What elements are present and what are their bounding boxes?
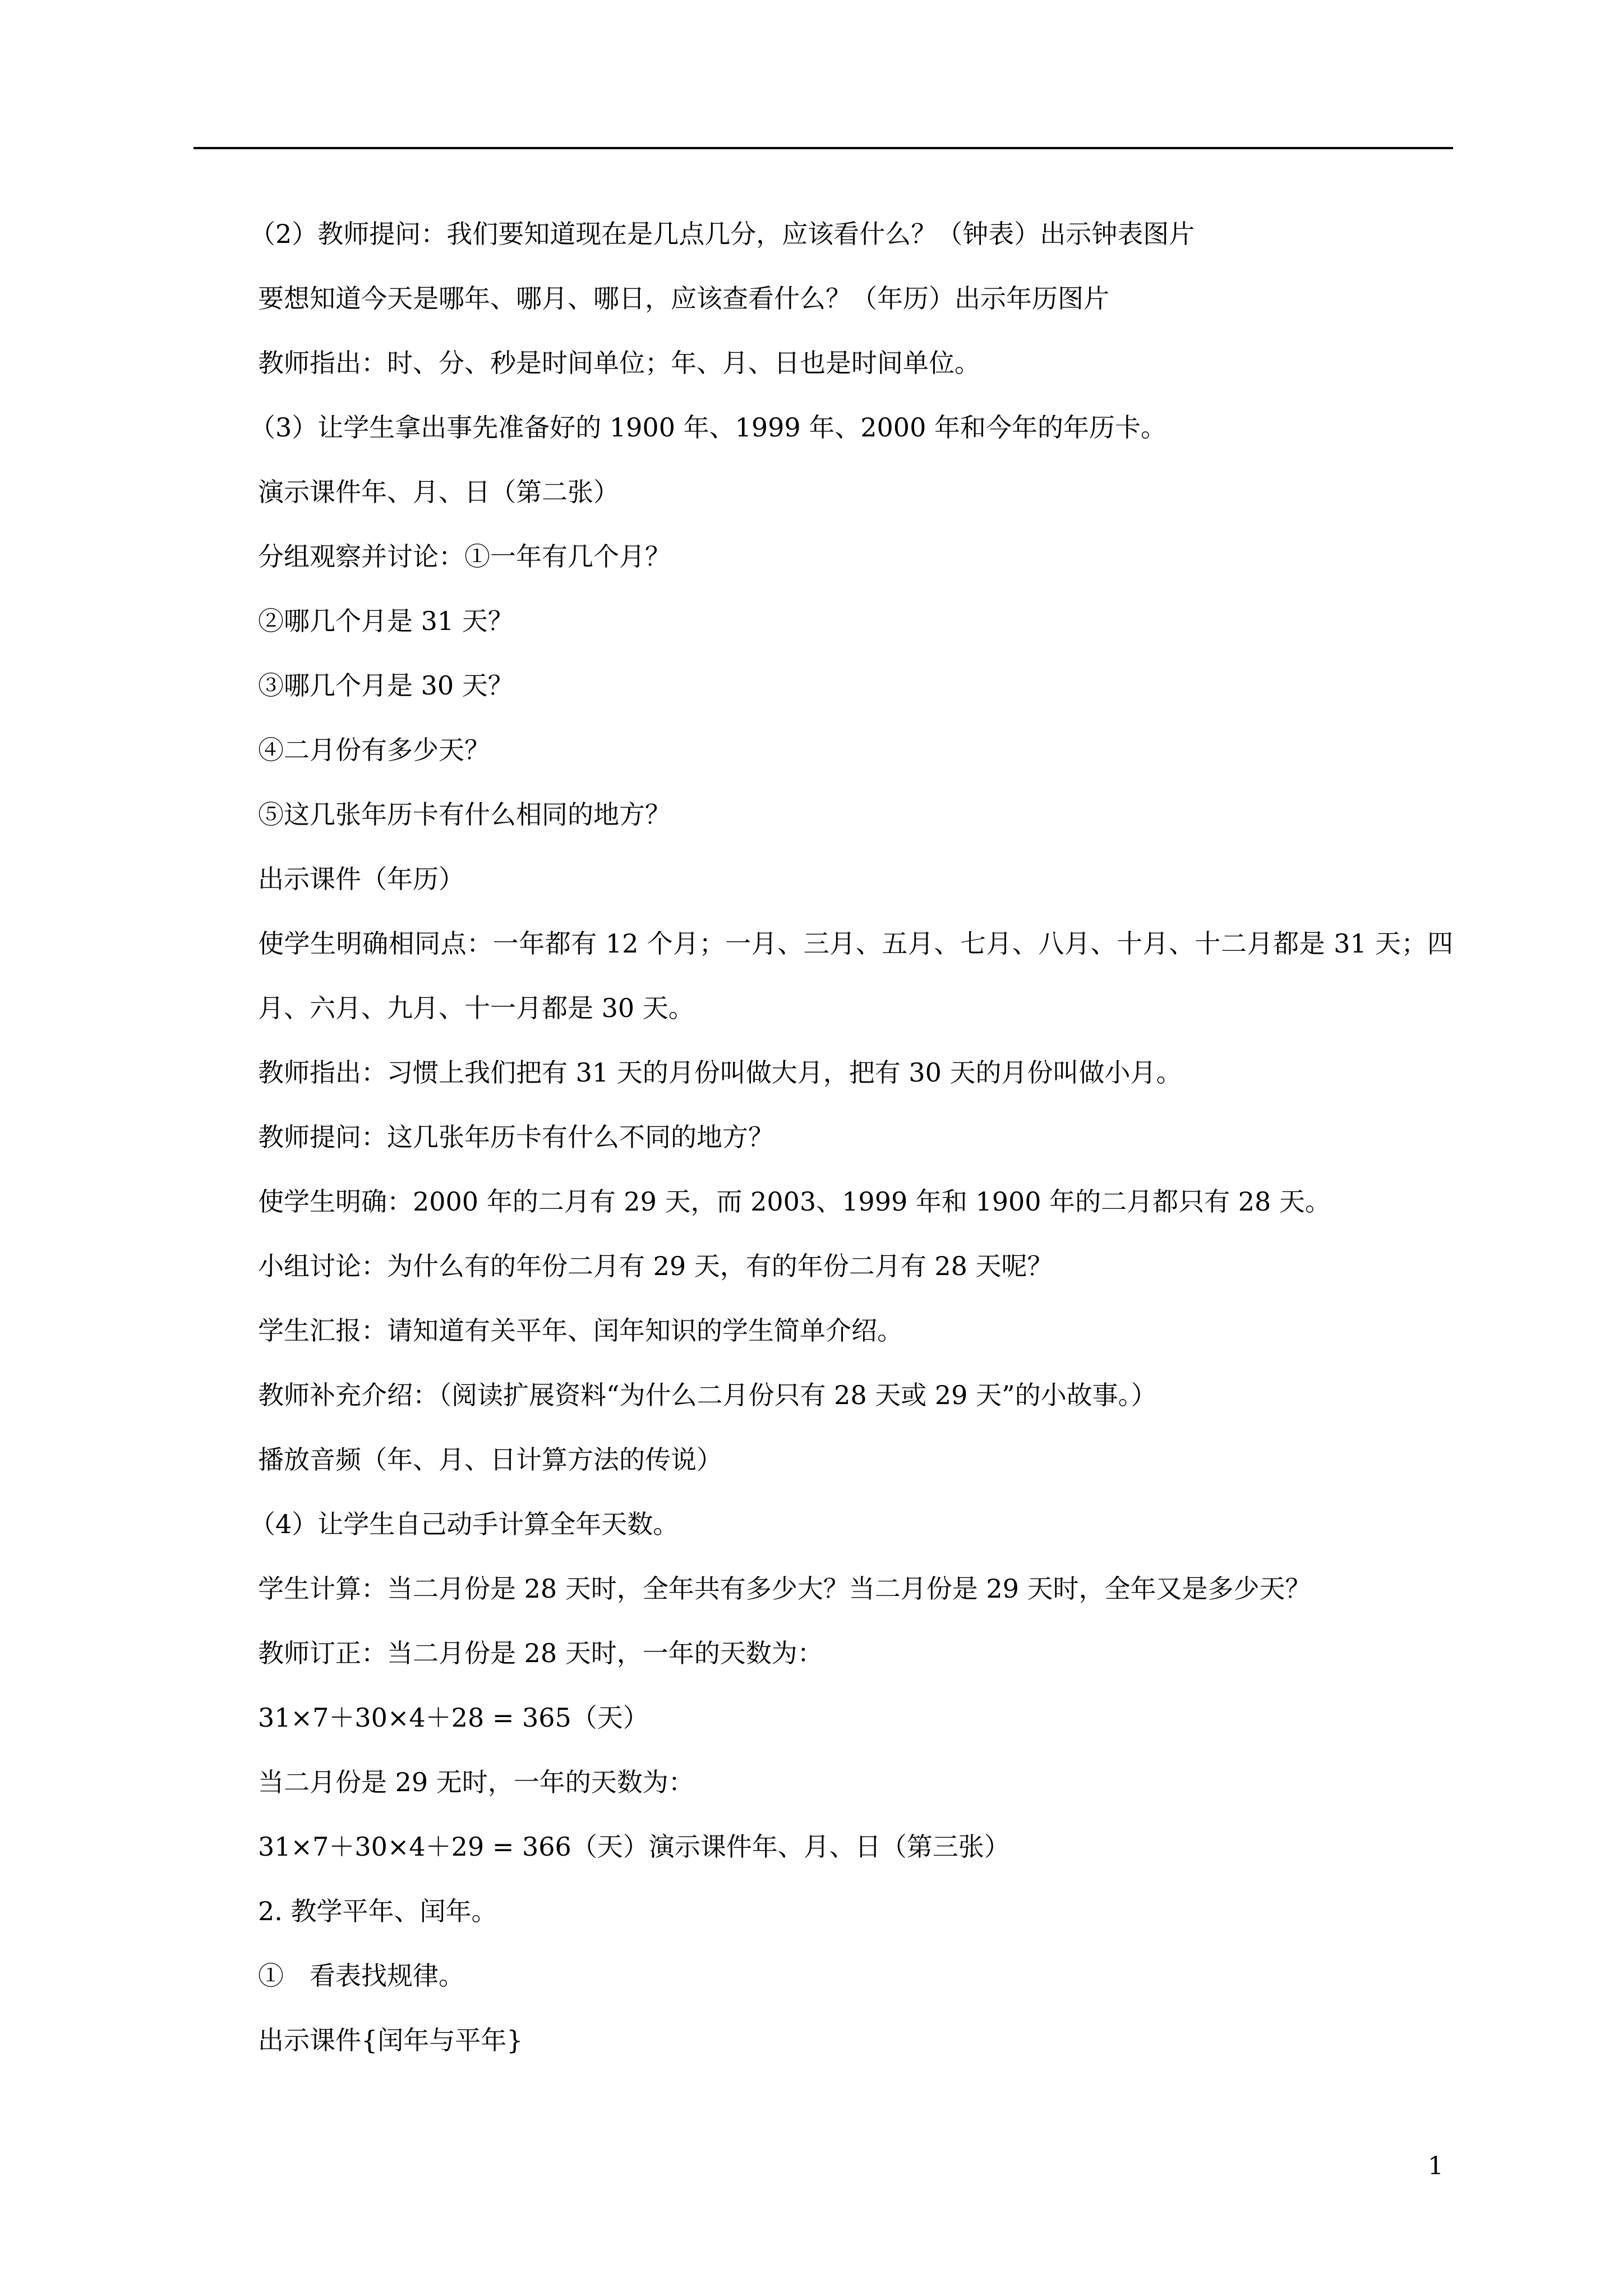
paragraph: （4）让学生自己动手计算全年天数。 bbox=[250, 1509, 679, 1539]
paragraph: 教师指出：时、分、秒是时间单位；年、月、日也是时间单位。 bbox=[258, 348, 980, 378]
paragraph: 分组观察并讨论：①一年有几个月？ bbox=[258, 541, 671, 572]
paragraph: 播放音频（年、月、日计算方法的传说） bbox=[258, 1444, 722, 1475]
paragraph: 教师补充介绍：（阅读扩展资料“为什么二月份只有 28 天或 29 天”的小故事。） bbox=[258, 1380, 1157, 1410]
paragraph: 教师指出：习惯上我们把有 31 天的月份叫做大月，把有 30 天的月份叫做小月。 bbox=[258, 1057, 1182, 1088]
paragraph: 使学生明确相同点：一年都有 12 个月；一月、三月、五月、七月、八月、十月、十二月都是 31 天；四月、六月、九月、十一月都是 30 天。 bbox=[258, 928, 1453, 1023]
paragraph: ③哪几个月是 30 天？ bbox=[258, 670, 514, 701]
formula: 31×7＋30×4＋28 = 365（天） bbox=[258, 1703, 649, 1733]
paragraph: （3）让学生拿出事先准备好的 1900 年、1999 年、2000 年和今年的年历卡。 bbox=[250, 412, 1166, 443]
page-number: 1 bbox=[1428, 2152, 1444, 2180]
paragraph: ① 看表找规律。 bbox=[258, 1961, 464, 1991]
paragraph: 出示课件{闰年与平年} bbox=[258, 2025, 523, 2055]
paragraph: 小组讨论：为什么有的年份二月有 29 天，有的年份二月有 28 天呢？ bbox=[258, 1251, 1053, 1281]
paragraph: 使学生明确：2000 年的二月有 29 天，而 2003、1999 年和 1900 年的二月都只有 28 天。 bbox=[258, 1186, 1331, 1217]
header-rule bbox=[193, 147, 1453, 149]
document-body bbox=[193, 202, 1453, 2073]
paragraph: 学生计算：当二月份是 28 天时，全年共有多少大？当二月份是 29 天时，全年又是多少天？ bbox=[258, 1573, 1311, 1604]
paragraph: ⑤这几张年历卡有什么相同的地方？ bbox=[258, 799, 671, 830]
paragraph: 学生汇报：请知道有关平年、闰年知识的学生简单介绍。 bbox=[258, 1315, 903, 1346]
paragraph: 当二月份是 29 无时，一年的天数为： bbox=[258, 1767, 694, 1797]
paragraph: 演示课件年、月、日（第二张） bbox=[258, 477, 619, 507]
paragraph: ②哪几个月是 31 天？ bbox=[258, 606, 514, 636]
paragraph: 教师订正：当二月份是 28 天时，一年的天数为： bbox=[258, 1638, 823, 1668]
section-heading: 2. 教学平年、闰年。 bbox=[258, 1896, 497, 1926]
paragraph: 要想知道今天是哪年、哪月、哪日，应该查看什么？（年历）出示年历图片 bbox=[258, 283, 1109, 314]
formula: 31×7＋30×4＋29 = 366（天）演示课件年、月、日（第三张） bbox=[258, 1832, 1010, 1862]
paragraph: 出示课件（年历） bbox=[258, 864, 464, 894]
paragraph: ④二月份有多少天？ bbox=[258, 735, 490, 765]
paragraph: （2）教师提问：我们要知道现在是几点几分，应该看什么？（钟表）出示钟表图片 bbox=[250, 219, 1195, 249]
paragraph: 教师提问：这几张年历卡有什么不同的地方？ bbox=[258, 1122, 774, 1152]
